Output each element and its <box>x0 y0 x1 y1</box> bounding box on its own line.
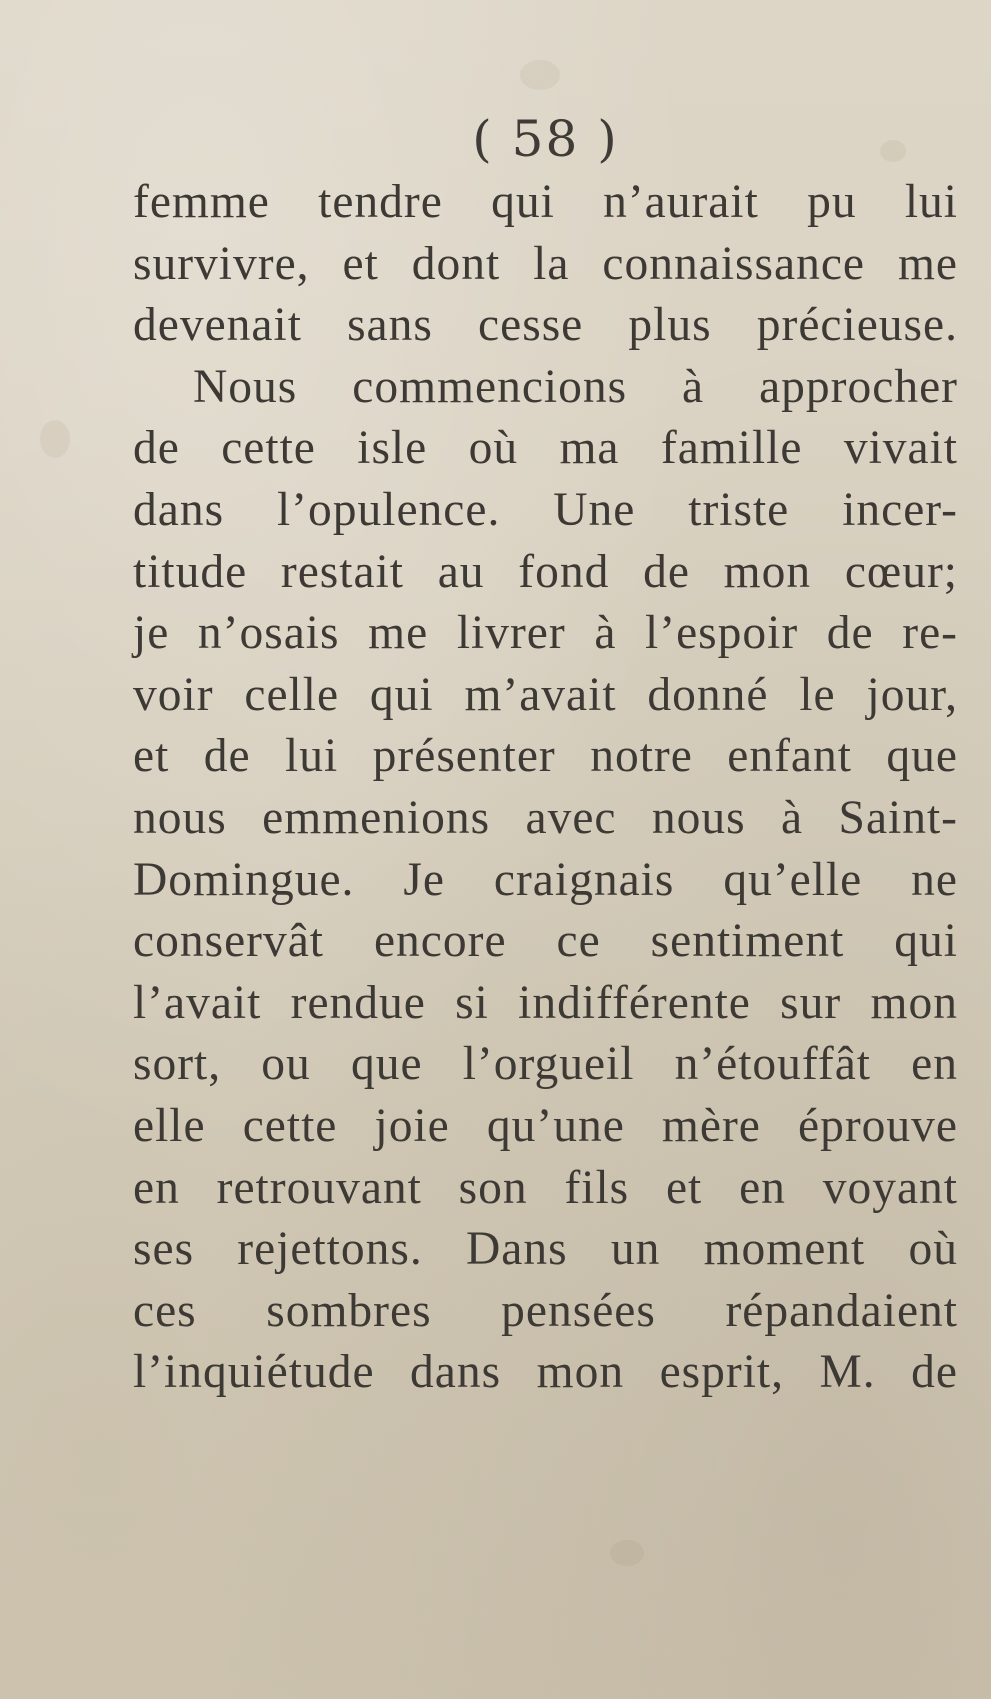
text-line: de cette isle où ma famille vivait <box>133 422 958 475</box>
text-line: femme tendre qui n’aurait pu lui <box>133 176 958 228</box>
text-line: voir celle qui m’avait donné le jour, <box>133 668 958 721</box>
text-line: nous emmenions avec nous à Saint- <box>133 791 958 844</box>
paper-stain <box>610 1540 644 1566</box>
text-line: titude restait au fond de mon cœur; <box>133 545 958 598</box>
paper-stain <box>40 420 70 458</box>
paper-stain <box>520 60 560 90</box>
text-line: dans l’opulence. Une triste incer- <box>133 483 958 536</box>
text-line: elle cette joie qu’une mère éprouve <box>133 1099 958 1152</box>
text-line: sort, ou que l’orgueil n’étouffât en <box>133 1038 958 1091</box>
body-text <box>133 172 958 1404</box>
text-line: ces sombres pensées répandaient <box>133 1284 958 1337</box>
text-line: conservât encore ce sentiment qui <box>133 915 958 968</box>
text-line: Nous commencions à approcher <box>193 360 958 413</box>
text-line: ses rejettons. Dans un moment où <box>133 1223 958 1276</box>
text-line: l’avait rendue si indifférente sur mon <box>133 976 958 1029</box>
page-number: ( 58 ) <box>472 110 619 168</box>
text-line: et de lui présenter notre enfant que <box>133 730 958 783</box>
text-line: je n’osais me livrer à l’espoir de re- <box>133 607 958 660</box>
text-line: en retrouvant son fils et en voyant <box>133 1161 958 1214</box>
text-line: Domingue. Je craignais qu’elle ne <box>133 853 958 906</box>
text-line: survivre, et dont la connaissance me <box>133 237 958 290</box>
text-line: devenait sans cesse plus précieuse. <box>133 299 958 352</box>
text-line: l’inquiétude dans mon esprit, M. de <box>133 1346 958 1399</box>
